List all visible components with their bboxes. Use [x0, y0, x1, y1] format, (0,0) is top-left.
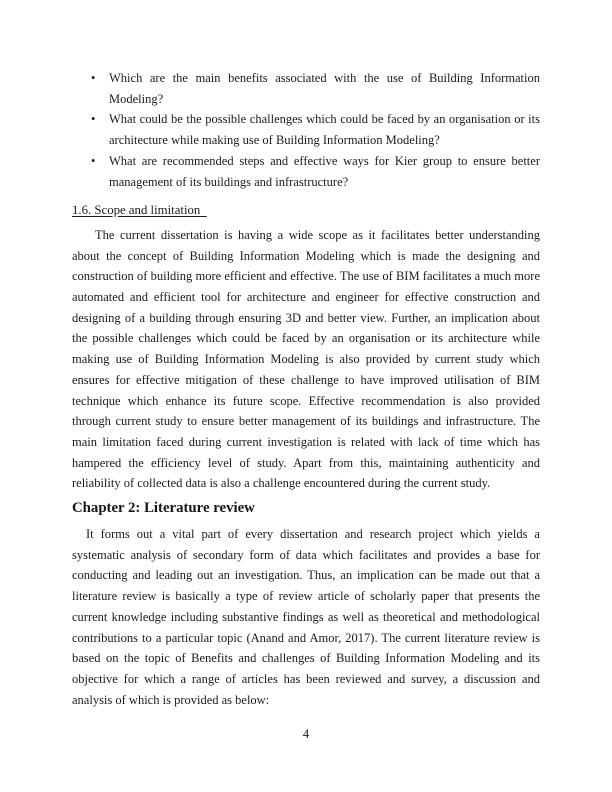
bullet-icon: •	[91, 71, 96, 85]
section-heading	[72, 200, 540, 221]
chapter-paragraph: It forms out a vital part of every dissertation and research project which yields a systematic analysis of secondary form of data which facilitates and provides a base for conducting and leading out an investigation. Thus, an implication can be made out that a literature review is basically a type of review article of scholarly paper that presents the current knowledge including substantive findings as well as theoretical and methodological contributions to a particular topic (Anand and Amor, 2017). The current literature review is based on the topic of Benefits and challenges of Building Information Modeling and its objective for which a range of articles has been reviewed and survey, a discussion and analysis of which is provided as below:	[72, 527, 540, 707]
bullet-icon: •	[91, 153, 96, 168]
bullet-text: What could be the possible challenges which could be faced by an organisation or its architecture while making use of Building Information Modeling?	[109, 112, 540, 148]
bullet-icon: •	[91, 112, 96, 127]
list-item	[72, 68, 540, 109]
page-number: 4	[302, 727, 310, 741]
section-heading-text: 1.6. Scope and limitation	[72, 203, 201, 218]
list-item	[72, 109, 540, 150]
list-item	[72, 151, 540, 192]
bullet-text: What are recommended steps and effective ways for Kier group to ensure better management of its buildings and infrastructure?	[109, 153, 540, 189]
chapter-heading: Chapter 2: Literature review	[72, 500, 255, 517]
bullet-list	[72, 68, 540, 192]
bullet-text: Which are the main benefits associated with the use of Building Information Modeling?	[109, 71, 540, 106]
section-paragraph: The current dissertation is having a wide scope as it facilitates better understanding about the concept of Building Information Modeling which is made the designing and construction of building more efficient and effective. The use of BIM facilitates a much more automated and efficient tool for architecture and engineer for effective construction and designing of a building through ensuring 3D and better view. Further, an implication about the possible challenges which could be faced by an organisation or its architecture while making use of Building Information Modeling is also provided by current study which ensures for effective mitigation of these challenge to have improved utilisation of BIM technique which enhance its future scope. Effective recommendation is also provided through current study to ensure better management of its buildings and infrastructure. The main limitation faced during current investigation is related with lack of time which has hampered the efficiency level of study. Apart from this, maintaining authenticity and reliability of collected data is also a challenge encountered during the current study.	[72, 227, 540, 491]
